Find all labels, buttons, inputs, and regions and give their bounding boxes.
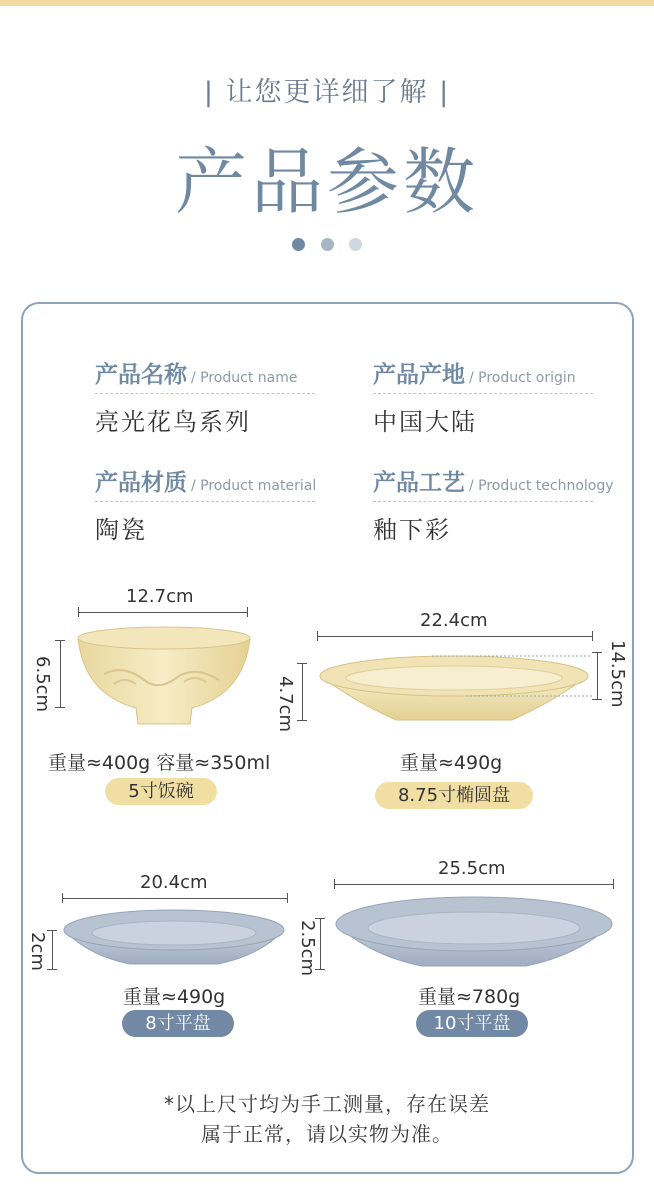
bowl-image (74, 624, 254, 734)
spec-label-en: / Product technology (469, 478, 614, 494)
divider (95, 393, 315, 394)
spec-product-origin (373, 356, 593, 437)
spec-value: 中国大陆 (373, 408, 477, 436)
decor-dots (0, 236, 654, 255)
spec-label-en: / Product origin (469, 370, 576, 386)
plate8-height-label: 2cm (27, 932, 48, 971)
oval-weight: 重量≈490g (400, 752, 503, 774)
dot-3 (349, 238, 362, 251)
plate10-image (332, 892, 616, 972)
oval-depth-line (597, 652, 598, 700)
footnote-line-1: *以上尺寸均为手工测量，存在误差 (164, 1092, 490, 1116)
plate8-width-label: 20.4cm (140, 872, 208, 893)
spec-label-en: / Product material (191, 478, 317, 494)
plate10-weight: 重量≈780g (418, 986, 521, 1008)
oval-plate-image (316, 650, 592, 740)
dot-1 (292, 238, 305, 251)
bowl-height-line (60, 640, 61, 708)
oval-width-line (317, 636, 593, 637)
oval-name-badge: 8.75寸椭圆盘 (375, 782, 533, 809)
section-title: 产品参数 (174, 140, 479, 224)
plate10-width-label: 25.5cm (438, 858, 506, 879)
dot-2 (321, 238, 334, 251)
bowl-width-line (78, 612, 248, 613)
footnote-line-2: 属于正常，请以实物为准。 (201, 1122, 453, 1146)
plate8-image (60, 906, 288, 972)
plate10-height-line (320, 918, 321, 970)
spec-label: 产品材质 (95, 470, 187, 496)
top-accent-bar (0, 0, 654, 6)
spec-label: 产品名称 (95, 362, 187, 388)
spec-label: 产品工艺 (373, 470, 465, 496)
spec-value: 釉下彩 (373, 516, 451, 544)
spec-label: 产品产地 (373, 362, 465, 388)
spec-label-en: / Product name (191, 370, 298, 386)
plate10-height-label: 2.5cm (297, 920, 318, 977)
spec-product-technology (373, 464, 614, 545)
spec-value: 陶瓷 (95, 516, 147, 544)
bowl-name-badge: 5寸饭碗 (105, 778, 217, 805)
oval-height-line (302, 663, 303, 721)
plate8-name-badge: 8寸平盘 (122, 1010, 234, 1037)
spec-product-name (95, 356, 315, 437)
oval-width-label: 22.4cm (420, 610, 488, 631)
spec-value: 亮光花鸟系列 (95, 408, 251, 436)
oval-depth-label: 14.5cm (607, 640, 628, 708)
plate8-weight: 重量≈490g (123, 986, 226, 1008)
plate8-height-line (52, 930, 53, 970)
section-subtitle: | 让您更详细了解 | (203, 77, 451, 108)
bowl-height-label: 6.5cm (32, 656, 53, 713)
plate8-width-line (62, 898, 288, 899)
plate10-width-line (334, 884, 614, 885)
divider (373, 393, 593, 394)
bowl-weight: 重量≈400g 容量≈350ml (48, 752, 271, 774)
spec-product-material (95, 464, 315, 545)
bowl-width-label: 12.7cm (126, 586, 194, 607)
divider (95, 501, 315, 502)
divider (373, 501, 593, 502)
plate10-name-badge: 10寸平盘 (416, 1010, 528, 1037)
oval-height-label: 4.7cm (275, 676, 296, 733)
